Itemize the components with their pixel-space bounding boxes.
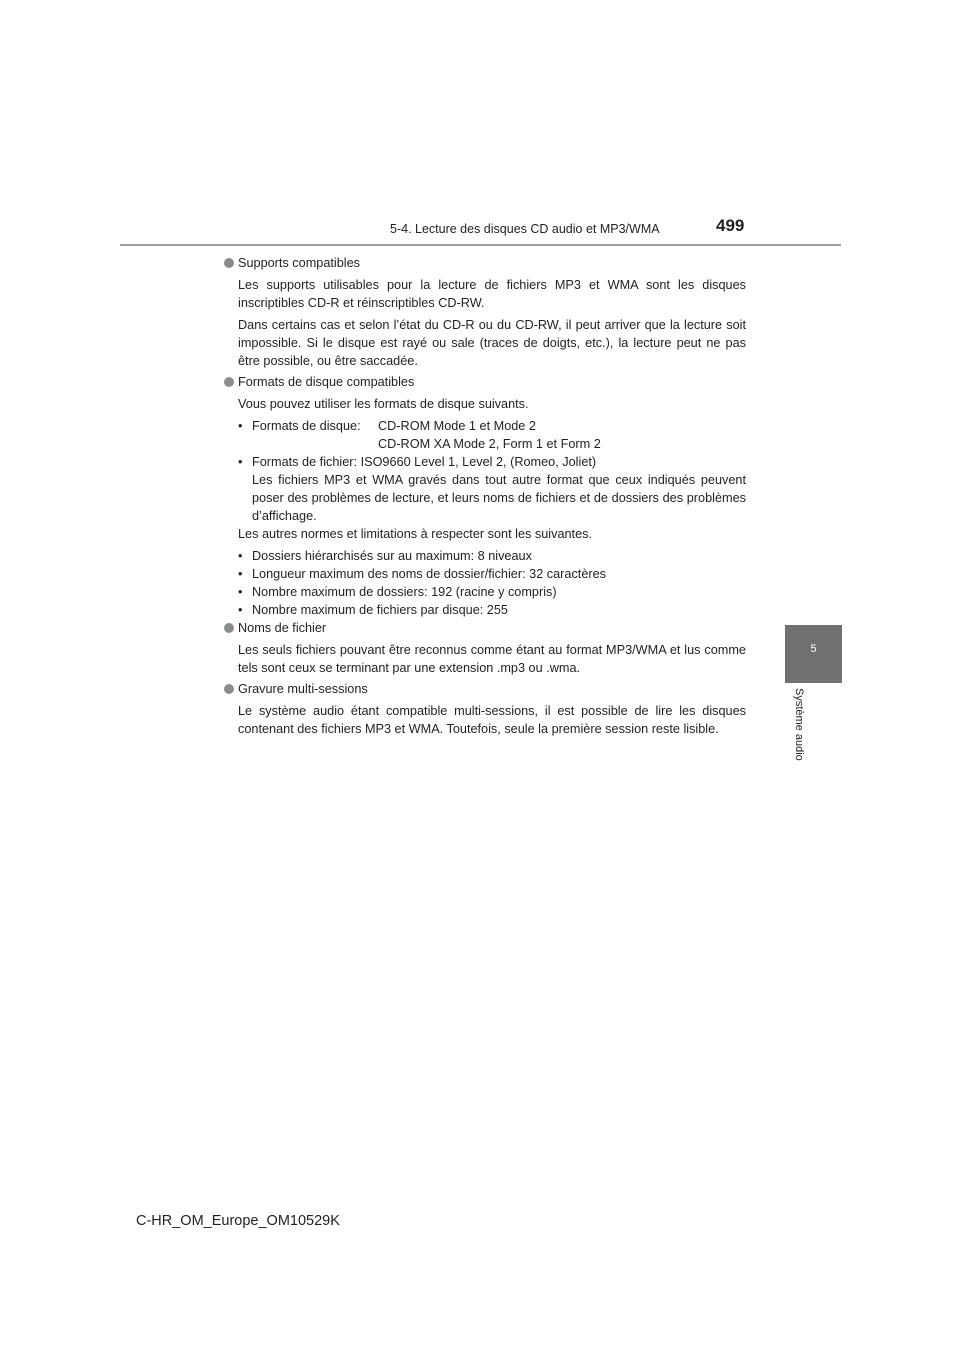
list-item: • Formats de fichier: ISO9660 Level 1, Level 2, (Romeo, Joliet) Les fichiers MP3 et WMA gravés dans tout autre format que ceux indiqués peuvent poser des problèmes de lecture, et leurs noms de fichiers et de dossiers des problèmes d’affichage.	[238, 455, 746, 523]
file-formats-note: Les fichiers MP3 et WMA gravés dans tout autre format que ceux indiqués peuvent poser des problèmes de lecture, et leurs noms de fichiers et de dossiers des problèmes d’affichage.	[252, 473, 746, 523]
list-item: • Dossiers hiérarchisés sur au maximum: 8 niveaux	[238, 549, 532, 563]
list-item: • Nombre maximum de fichiers par disque: 255	[238, 603, 508, 617]
file-formats: Formats de fichier: ISO9660 Level 1, Level 2, (Romeo, Joliet)	[252, 455, 597, 469]
section-formats	[224, 373, 746, 619]
list-item: • Formats de disque: CD-ROM Mode 1 et Mode 2 CD-ROM XA Mode 2, Form 1 et Form 2	[238, 419, 601, 451]
section-multisession	[224, 680, 746, 738]
section-heading: Supports compatibles	[238, 256, 361, 270]
chapter-label: Système audio	[793, 688, 805, 761]
bullet-dot-icon	[224, 684, 234, 694]
paragraph: Les seuls fichiers pouvant être reconnus comme étant au format MP3/WMA et lus comme tels sont ceux se terminant par une extension .mp3 ou .wma.	[238, 643, 746, 675]
bullet-dot-icon	[224, 623, 234, 633]
section-supports	[224, 254, 746, 370]
section-heading: Noms de fichier	[238, 621, 327, 635]
main-content	[224, 254, 746, 738]
section-title: 5-4. Lecture des disques CD audio et MP3/WMA	[390, 222, 660, 236]
paragraph: Vous pouvez utiliser les formats de disque suivants.	[238, 397, 529, 411]
page-number: 499	[716, 216, 745, 235]
disc-format-value: CD-ROM Mode 1 et Mode 2	[378, 419, 536, 433]
header-divider	[120, 244, 841, 246]
chapter-number: 5	[810, 643, 817, 655]
disc-format-value: CD-ROM XA Mode 2, Form 1 et Form 2	[378, 437, 601, 451]
limits-list	[238, 547, 746, 619]
document-code: C-HR_OM_Europe_OM10529K	[136, 1213, 340, 1229]
section-heading: Gravure multi-sessions	[238, 682, 368, 696]
bullet-dot-icon	[224, 377, 234, 387]
list-item: • Nombre maximum de dossiers: 192 (racine y compris)	[238, 585, 557, 599]
chapter-label-box	[785, 688, 805, 788]
list-item: • Longueur maximum des noms de dossier/fichier: 32 caractères	[238, 567, 607, 581]
paragraph: Les autres normes et limitations à respecter sont les suivantes.	[238, 527, 593, 541]
paragraph: Dans certains cas et selon l’état du CD-R ou du CD-RW, il peut arriver que la lecture soit impossible. Si le disque est rayé ou sale (traces de doigts, etc.), la lecture peut ne pas être possible, ou être saccadée.	[238, 318, 746, 368]
paragraph: Le système audio étant compatible multi-sessions, il est possible de lire les disques contenant des fichiers MP3 et WMA. Toutefois, seule la première session reste lisible.	[238, 704, 746, 736]
format-list	[238, 417, 746, 525]
chapter-number-box	[785, 625, 842, 683]
bullet-dot-icon	[224, 258, 234, 268]
section-filenames	[224, 619, 746, 677]
paragraph: Les supports utilisables pour la lecture de fichiers MP3 et WMA sont les disques inscriptibles CD-R et réinscriptibles CD-RW.	[238, 278, 746, 310]
section-heading: Formats de disque compatibles	[238, 375, 415, 389]
disc-formats-label: Formats de disque:	[252, 419, 361, 433]
